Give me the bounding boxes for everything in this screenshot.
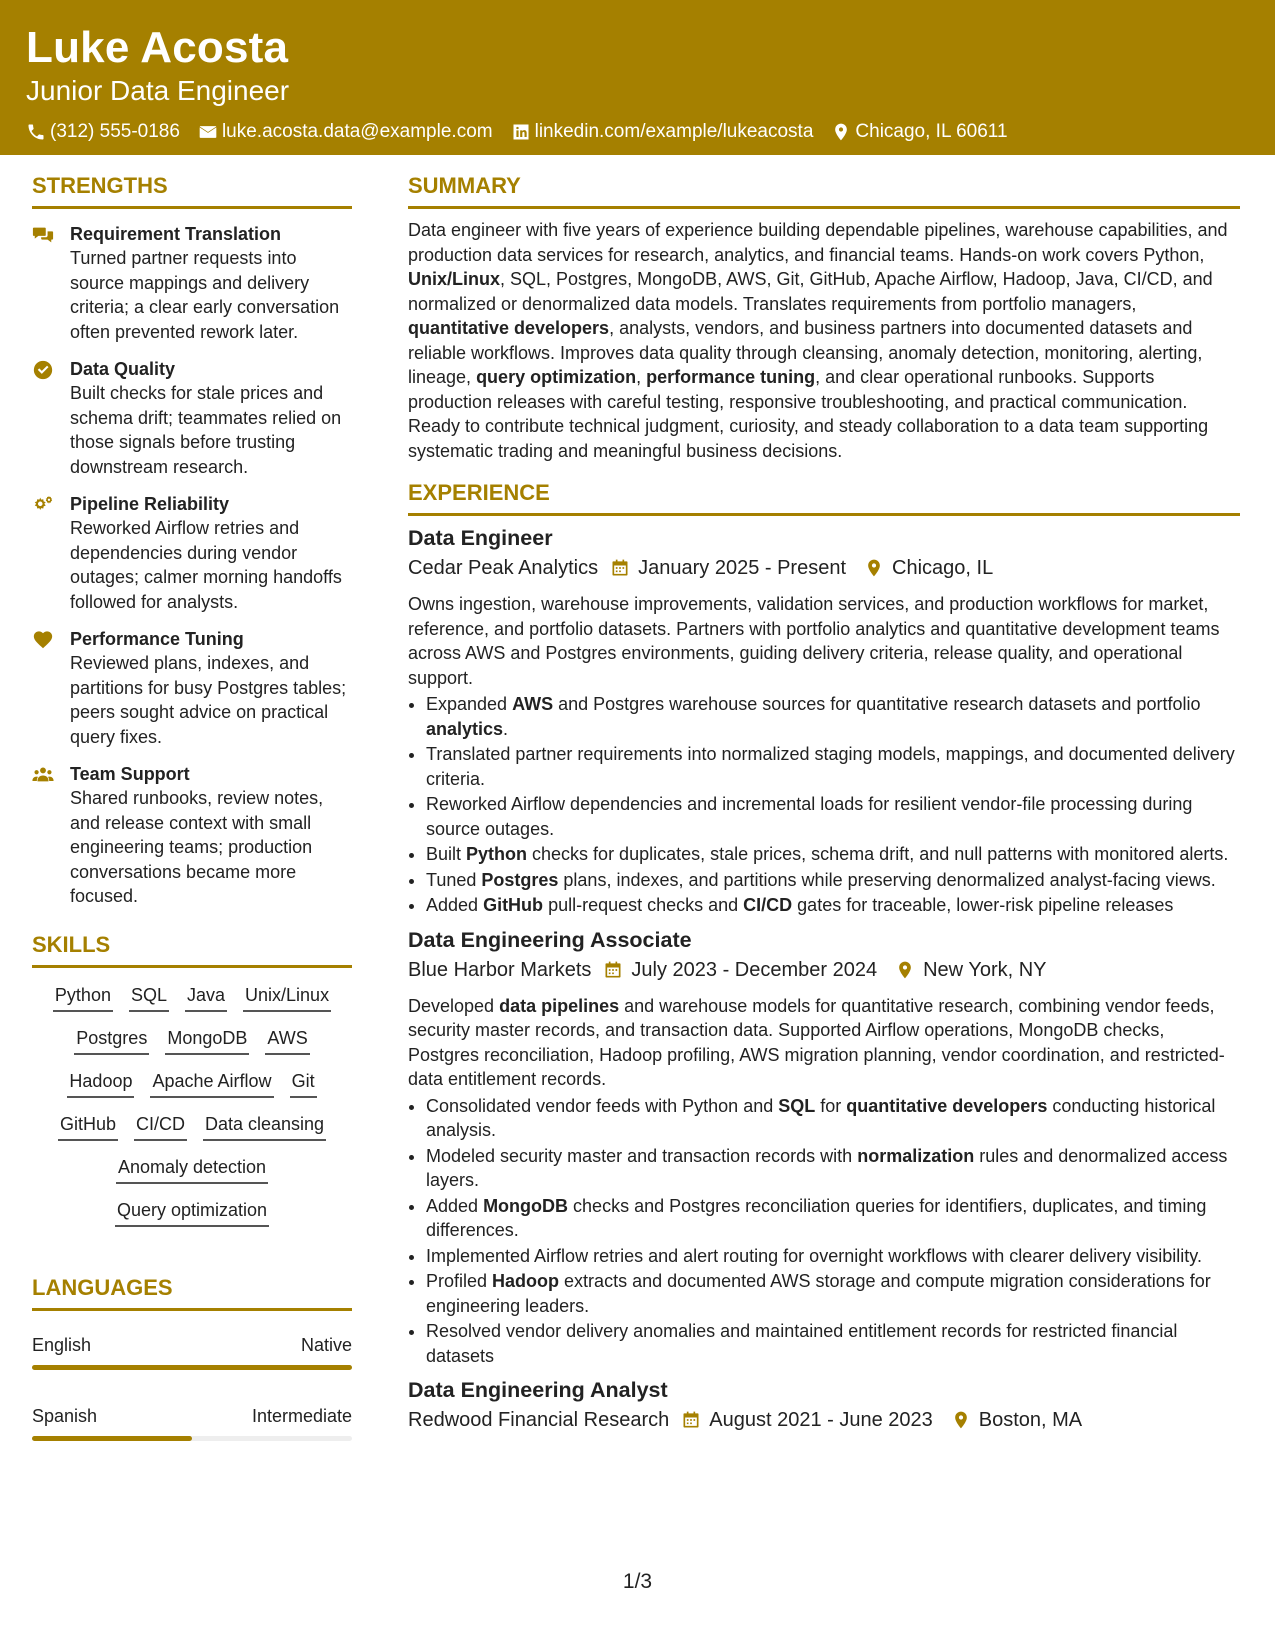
job-location: New York, NY xyxy=(923,958,1047,981)
linkedin-icon xyxy=(511,122,531,142)
skill-row xyxy=(50,1111,334,1141)
text-segment: Resolved vendor delivery anomalies and maintained entitlement records for restricted financial datasets xyxy=(426,1321,1178,1366)
skill-tag: Apache Airflow xyxy=(150,1068,273,1098)
language-bar-fill xyxy=(32,1436,192,1441)
strength-title: Pipeline Reliability xyxy=(70,494,230,514)
skill-tag: Git xyxy=(290,1068,317,1098)
bold-text: quantitative developers xyxy=(408,318,610,338)
strength-item xyxy=(32,357,352,479)
bold-text: quantitative developers xyxy=(846,1095,1048,1116)
language-row xyxy=(32,1333,352,1357)
skill-row xyxy=(108,1154,276,1184)
language-level: Native xyxy=(300,1334,352,1355)
skill-row xyxy=(59,1068,324,1098)
text-segment: extracts and documented AWS storage and compute migration considerations for engineering leaders. xyxy=(426,1271,1211,1316)
skill-tag: MongoDB xyxy=(165,1025,249,1055)
skill-tag: SQL xyxy=(129,982,169,1012)
contact-phone xyxy=(26,120,180,144)
text-segment: plans, indexes, and partitions while preserving denormalized analyst-facing views. xyxy=(558,869,1216,890)
calendar-icon xyxy=(681,1410,701,1430)
skill-tag: Data cleansing xyxy=(203,1111,326,1141)
job-meta xyxy=(408,1406,1240,1434)
contact-location xyxy=(831,120,1007,144)
text-segment: Profiled xyxy=(426,1271,493,1291)
bold-text: Unix/Linux xyxy=(408,269,501,289)
text-segment: Data engineer with five years of experience building dependable pipelines, warehouse capabilities, and production data services for research, analytics, and financial teams. Hands-on work covers Python, xyxy=(408,220,1228,265)
job-dates: January 2025 - Present xyxy=(638,557,847,579)
bold-text: performance tuning xyxy=(646,367,816,387)
skill-tag: AWS xyxy=(265,1025,309,1055)
bullet-item xyxy=(426,792,1240,841)
skills-heading: SKILLS xyxy=(32,931,352,968)
language-name: Spanish xyxy=(32,1405,98,1426)
candidate-role: Junior Data Engineer xyxy=(26,75,290,106)
text-segment: checks and Postgres reconciliation queries for identifiers, duplicates, and timing differences. xyxy=(426,1195,1207,1240)
right-column xyxy=(408,172,1240,1434)
bold-text: Python xyxy=(466,844,528,864)
skill-tag: Anomaly detection xyxy=(116,1154,268,1184)
bullet-item xyxy=(426,1094,1240,1143)
job-entry xyxy=(408,1376,1240,1434)
text-segment: rules and denormalized access layers. xyxy=(426,1145,1228,1190)
email-text[interactable]: luke.acosta.data@example.com xyxy=(221,121,493,142)
language-level: Intermediate xyxy=(251,1405,352,1426)
text-segment: checks for duplicates, stale prices, schema drift, and null patterns with monitored alerts. xyxy=(527,844,1229,864)
job-dates: August 2021 - June 2023 xyxy=(709,1409,933,1431)
job-location: Boston, MA xyxy=(978,1409,1083,1431)
text-segment: conducting historical analysis. xyxy=(426,1095,1216,1140)
language-bar xyxy=(32,1365,352,1370)
skill-tag: Python xyxy=(53,982,113,1012)
envelope-icon xyxy=(198,122,218,142)
text-segment: , SQL, Postgres, MongoDB, AWS, Git, GitHub, Apache Airflow, Hadoop, Java, CI/CD, and normalized or denormalized data models. Translates requirements from portfolio managers, xyxy=(408,269,1213,314)
text-segment: Reworked Airflow dependencies and incremental loads for resilient vendor-file processing during source outages. xyxy=(426,794,1193,839)
strength-item xyxy=(32,627,352,749)
bullet-item xyxy=(426,692,1240,741)
text-segment: pull-request checks and xyxy=(543,895,744,915)
job-company: Cedar Peak Analytics xyxy=(408,557,599,579)
job-location: Chicago, IL xyxy=(892,557,994,579)
strength-item xyxy=(32,222,352,344)
text-segment: , analysts, vendors, and business partners into documented datasets and reliable workflows. Improves data quality through cleansing, anomaly detection, monitoring, alerting, lineage, xyxy=(408,318,1203,387)
bullet-item xyxy=(426,842,1240,867)
map-pin-icon xyxy=(895,960,915,980)
strength-title: Requirement Translation xyxy=(70,224,282,244)
text-segment: Developed xyxy=(408,995,500,1016)
skill-tag: Java xyxy=(185,982,227,1012)
skill-tag: CI/CD xyxy=(134,1111,187,1141)
job-title: Data Engineering Associate xyxy=(408,927,692,952)
bold-text: data pipelines xyxy=(499,995,620,1016)
strength-desc: Reworked Airflow retries and dependencies during vendor outages; calmer morning handoffs followed for analysts. xyxy=(70,518,342,612)
text-segment: gates for traceable, lower-risk pipeline releases xyxy=(792,895,1174,915)
linkedin-text[interactable]: linkedin.com/example/lukeacosta xyxy=(534,121,814,142)
contact-bar xyxy=(26,120,1249,144)
strength-title: Performance Tuning xyxy=(70,629,244,649)
text-segment: and warehouse models for quantitative research, combining vendor feeds, security master records, and transaction data. Supported Airflow operations, MongoDB checks, Postgres reconciliation, Hadoop profiling, AWS migration planning, vendor coordination, and restricted-data entitlement records. xyxy=(408,995,1225,1089)
text-segment: Expanded xyxy=(426,694,513,714)
strength-desc: Built checks for stale prices and schema drift; teammates relied on those signals before trusting downstream research. xyxy=(70,383,342,477)
calendar-icon xyxy=(603,960,623,980)
text-segment: and Postgres warehouse sources for quantitative research datasets and portfolio xyxy=(553,694,1201,714)
bold-text: Hadoop xyxy=(492,1271,560,1291)
job-title: Data Engineering Analyst xyxy=(408,1378,668,1402)
languages-list xyxy=(32,1333,352,1441)
text-segment: Added xyxy=(426,895,484,915)
skill-row xyxy=(107,1197,277,1227)
skills-list xyxy=(32,982,352,1240)
bold-text: analytics xyxy=(426,718,504,739)
map-pin-icon xyxy=(951,1410,971,1430)
language-row xyxy=(32,1404,352,1428)
bullet-item xyxy=(426,742,1240,791)
strength-desc: Turned partner requests into source mappings and delivery criteria; a clear early conversation often prevented rework later. xyxy=(70,248,340,342)
bullet-item xyxy=(426,1144,1240,1193)
users-icon xyxy=(32,764,54,786)
job-description xyxy=(408,994,1240,1092)
text-segment: for xyxy=(815,1095,847,1116)
strengths-heading: STRENGTHS xyxy=(32,172,352,209)
job-bullets xyxy=(408,692,1240,918)
text-segment: . xyxy=(503,718,509,739)
experience-list xyxy=(408,524,1240,1434)
strength-item xyxy=(32,762,352,909)
skill-tag: Postgres xyxy=(74,1025,149,1055)
text-segment: Consolidated vendor feeds with Python and xyxy=(426,1095,779,1116)
language-name: English xyxy=(32,1334,92,1355)
bold-text: query optimization xyxy=(476,367,637,387)
job-meta xyxy=(408,956,1240,984)
job-description xyxy=(408,592,1240,690)
strength-item xyxy=(32,492,352,614)
phone-text: (312) 555-0186 xyxy=(50,121,180,142)
skill-tag: Query optimization xyxy=(115,1197,269,1227)
job-company: Redwood Financial Research xyxy=(408,1409,670,1431)
comments-icon xyxy=(32,224,54,246)
bold-text: normalization xyxy=(857,1145,975,1166)
bullet-item xyxy=(426,868,1240,893)
map-pin-icon xyxy=(864,558,884,578)
text-segment: Tuned xyxy=(426,869,482,890)
text-segment: Owns ingestion, warehouse improvements, validation services, and production workflows for market, reference, and portfolio datasets. Partners with portfolio analytics and quantitative development teams across AWS and Postgres environments, guiding delivery criteria, release quality, and operational support. xyxy=(408,594,1220,688)
check-circle-icon xyxy=(32,359,54,381)
text-segment: Modeled security master and transaction records with xyxy=(426,1145,858,1166)
bold-text: Postgres xyxy=(481,869,559,890)
skill-tag: GitHub xyxy=(58,1111,118,1141)
heart-icon xyxy=(32,629,54,651)
strength-title: Team Support xyxy=(70,764,190,784)
contact-linkedin[interactable] xyxy=(511,120,814,144)
text-segment: Added xyxy=(426,1195,484,1216)
bold-text: MongoDB xyxy=(483,1195,569,1216)
text-segment: Built xyxy=(426,844,467,864)
bullet-item xyxy=(426,1244,1240,1269)
job-dates: July 2023 - December 2024 xyxy=(631,958,878,981)
skill-row xyxy=(45,982,339,1012)
text-segment: Implemented Airflow retries and alert routing for overnight workflows with clearer delivery visibility. xyxy=(426,1245,1202,1266)
bullet-item xyxy=(426,1194,1240,1243)
summary-text xyxy=(408,218,1240,463)
job-bullets xyxy=(408,1094,1240,1369)
job-entry xyxy=(408,524,1240,918)
text-segment: Translated partner requirements into normalized staging models, mappings, and documented delivery criteria. xyxy=(426,744,1235,789)
strength-desc: Reviewed plans, indexes, and partitions for busy Postgres tables; peers sought advice on practical query fixes. xyxy=(70,653,347,747)
language-bar-fill xyxy=(32,1365,352,1370)
location-text: Chicago, IL 60611 xyxy=(855,121,1008,142)
resume-header xyxy=(0,0,1275,155)
strength-desc: Shared runbooks, review notes, and release context with small engineering teams; production conversations became more focused. xyxy=(70,788,324,906)
page-number: 1/3 xyxy=(622,1570,653,1593)
text-segment: , and clear operational runbooks. Supports production releases with careful testing, responsive troubleshooting, and practical communication. Ready to contribute technical judgment, curiosity, and steady collaboration to a data team supporting systematic trading and meaningful business decisions. xyxy=(408,367,1209,461)
left-column xyxy=(32,172,352,1475)
bullet-item xyxy=(426,1319,1240,1368)
bullet-item xyxy=(426,1269,1240,1318)
experience-heading: EXPERIENCE xyxy=(408,479,1240,516)
candidate-name: Luke Acosta xyxy=(26,23,289,72)
job-entry xyxy=(408,926,1240,1369)
gears-icon xyxy=(32,494,54,516)
skill-row xyxy=(66,1025,317,1055)
summary-heading: SUMMARY xyxy=(408,172,1240,209)
skill-tag: Unix/Linux xyxy=(243,982,331,1012)
map-pin-icon xyxy=(831,122,851,142)
bold-text: AWS xyxy=(512,694,554,714)
strength-title: Data Quality xyxy=(70,359,176,379)
job-meta xyxy=(408,554,1240,582)
bold-text: GitHub xyxy=(483,895,544,915)
text-segment: , xyxy=(636,367,647,387)
bold-text: SQL xyxy=(778,1095,816,1116)
phone-icon xyxy=(26,122,46,142)
language-bar xyxy=(32,1436,352,1441)
calendar-icon xyxy=(610,558,630,578)
skill-tag: Hadoop xyxy=(67,1068,134,1098)
bold-text: CI/CD xyxy=(743,895,793,915)
job-title: Data Engineer xyxy=(408,526,553,550)
job-company: Blue Harbor Markets xyxy=(408,958,592,981)
contact-email[interactable] xyxy=(198,120,493,144)
languages-heading: LANGUAGES xyxy=(32,1274,352,1311)
bullet-item xyxy=(426,893,1240,918)
